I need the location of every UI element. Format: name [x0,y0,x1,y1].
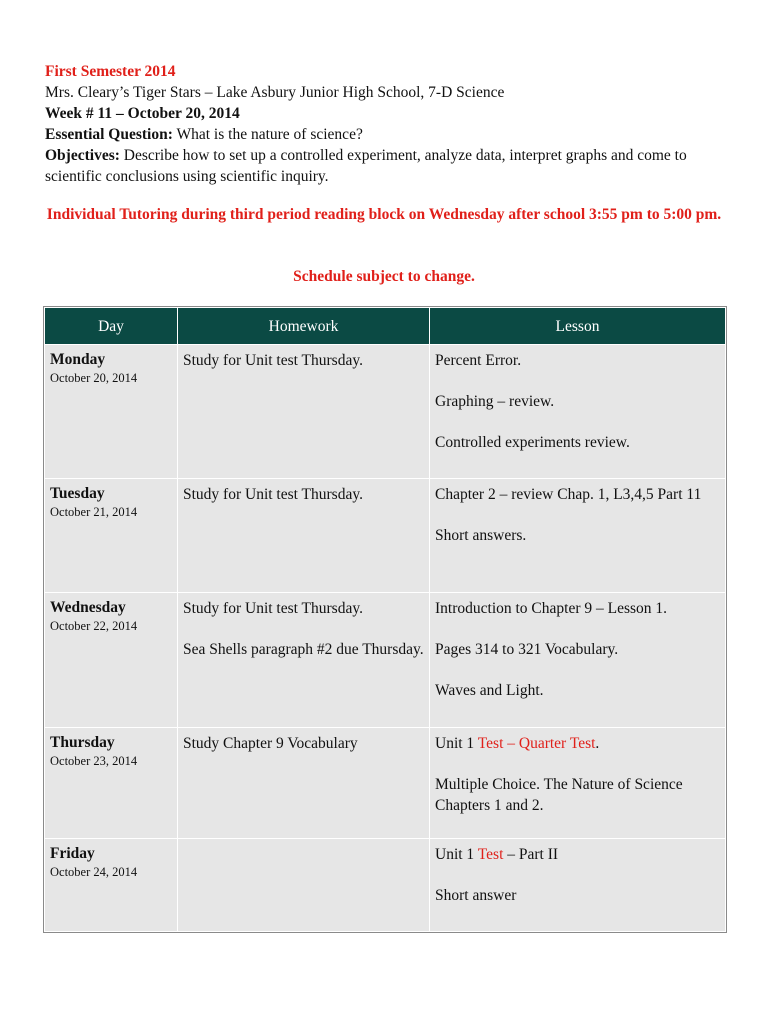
day-name: Monday [50,351,106,368]
day-name: Thursday [50,734,115,751]
lesson-item: Chapter 2 – review Chap. 1, L3,4,5 Part 11 [435,486,702,503]
lesson-suffix: . [595,735,600,752]
homework-item: Sea Shells paragraph #2 due Thursday. [183,641,424,658]
document-header [45,61,735,187]
table-row [45,728,726,839]
lesson-item: Short answers. [435,527,527,544]
day-date: October 21, 2014 [50,505,138,519]
day-cell [45,479,178,593]
day-cell [45,728,178,839]
objectives [45,145,735,187]
lesson-item: Percent Error. [435,352,522,369]
lesson-item: Pages 314 to 321 Vocabulary. [435,641,619,658]
homework-item: Study for Unit test Thursday. [183,486,363,503]
lesson-prefix: Unit 1 [435,735,478,752]
lesson-cell [430,728,726,839]
lesson-item: Introduction to Chapter 9 – Lesson 1. [435,600,668,617]
homework-item: Study for Unit test Thursday. [183,600,363,617]
day-name: Friday [50,845,95,862]
lesson-item: Controlled experiments review. [435,434,630,451]
day-date: October 20, 2014 [50,371,138,385]
homework-item: Study for Unit test Thursday. [183,352,363,369]
essential-question [45,124,735,145]
homework-cell [178,839,430,932]
lesson-item: Short answer [435,887,517,904]
table-row [45,839,726,932]
schedule-change-notice: Schedule subject to change. [293,268,475,285]
lesson-item-test [435,733,720,754]
day-name: Tuesday [50,485,105,502]
essential-text: What is the nature of science? [172,126,363,143]
table-row [45,593,726,728]
lesson-item: Multiple Choice. The Nature of Science Chapters 1 and 2. [435,776,683,814]
day-date: October 23, 2014 [50,754,138,768]
homework-cell [178,593,430,728]
test-highlight: Test [477,846,504,863]
schedule-table [44,307,726,932]
header-day: Day [45,308,178,345]
lesson-cell [430,839,726,932]
objectives-label: Objectives: [45,147,120,164]
class-line: Mrs. Cleary’s Tiger Stars – Lake Asbury Junior High School, 7-D Science [45,84,505,101]
header-homework: Homework [178,308,430,345]
header-lesson: Lesson [430,308,726,345]
semester-title: First Semester 2014 [45,63,176,80]
homework-item: Study Chapter 9 Vocabulary [183,735,358,752]
homework-cell [178,479,430,593]
lesson-item: Waves and Light. [435,682,544,699]
day-cell [45,839,178,932]
day-cell [45,593,178,728]
table-row [45,345,726,479]
day-date: October 22, 2014 [50,619,138,633]
lesson-cell [430,479,726,593]
homework-cell [178,728,430,839]
week-line: Week # 11 – October 20, 2014 [45,105,240,122]
lesson-item-test [435,844,720,865]
lesson-cell [430,345,726,479]
day-date: October 24, 2014 [50,865,138,879]
table-row [45,479,726,593]
day-cell [45,345,178,479]
test-highlight: Test – Quarter Test [477,735,596,752]
table-header-row [45,308,726,345]
lesson-cell [430,593,726,728]
lesson-suffix: – Part II [503,846,559,863]
lesson-prefix: Unit 1 [435,846,478,863]
homework-cell [178,345,430,479]
essential-label: Essential Question: [45,126,173,143]
tutoring-notice: Individual Tutoring during third period reading block on Wednesday after school 3:55 pm to 5:00 pm. [46,206,722,223]
objectives-text: Describe how to set up a controlled experiment, analyze data, interpret graphs and come to scientific conclusions using scientific inquiry. [45,147,687,185]
day-name: Wednesday [50,599,126,616]
lesson-item: Graphing – review. [435,393,555,410]
